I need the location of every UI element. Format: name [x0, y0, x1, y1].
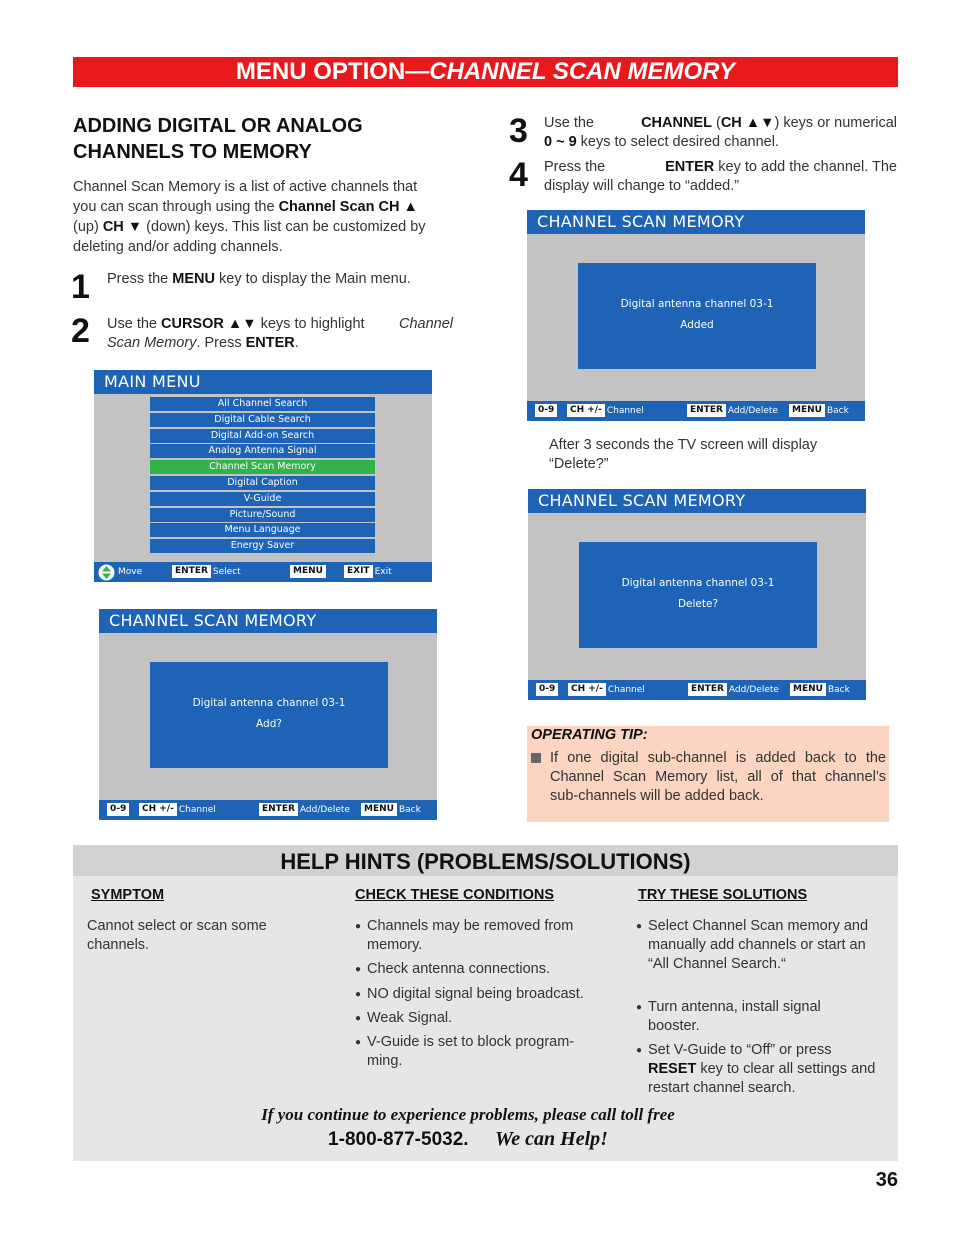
intro-line: Channel Scan Memory is a list of active channels that — [73, 179, 418, 195]
back-label: Back — [827, 685, 850, 695]
menu-item[interactable]: Digital Add-on Search — [150, 429, 375, 443]
back-label: Back — [398, 805, 421, 815]
select-label: Select — [212, 567, 241, 577]
menu-key: MENU — [290, 565, 326, 578]
section-heading-line1: ADDING DIGITAL OR ANALOG — [73, 115, 363, 137]
step-number: 4 — [509, 156, 528, 194]
solutions-list — [636, 917, 896, 1098]
step-2-text: Use the CURSOR ▲▼ keys to highlight Channel Scan Memory. Press ENTER. — [107, 316, 453, 351]
step-3-text: Use the CHANNEL (CH ▲▼) keys or numerical 0 ~ 9 keys to select desired channel. — [544, 115, 897, 150]
menu-key: MENU — [790, 683, 826, 696]
scan-memory-added-screen — [527, 210, 865, 421]
conditions-header: CHECK THESE CONDITIONS — [355, 887, 554, 903]
menu-item[interactable]: Menu Language — [150, 523, 375, 537]
tip-bullet-icon — [531, 753, 541, 763]
help-hints-title: HELP HINTS (PROBLEMS/SOLUTIONS) — [73, 845, 898, 876]
help-phone: 1-800-877-5032. — [328, 1129, 469, 1150]
add-delete-label: Add/Delete — [299, 805, 350, 815]
help-footer-line: If you continue to experience problems, please call toll free — [261, 1105, 675, 1124]
section-heading — [73, 113, 363, 165]
list-item: ● Select Channel Scan memory and manually add channels or start an “All Channel Search.“ — [636, 917, 896, 974]
screen-footer — [528, 680, 866, 700]
list-item: ● Set V-Guide to “Off” or press RESET key to clear all settings and restart channel search. — [636, 1041, 896, 1098]
screen-title: CHANNEL SCAN MEMORY — [527, 210, 865, 234]
list-item: ● V-Guide is set to block program- ming. — [355, 1033, 610, 1071]
tip-heading: OPERATING TIP: — [531, 727, 648, 743]
menu-item[interactable]: Channel Scan Memory — [150, 460, 375, 474]
screen-footer — [527, 401, 865, 421]
intro-line: deleting and/or adding channels. — [73, 239, 283, 255]
channel-label: Channel — [607, 685, 645, 695]
solutions-header: TRY THESE SOLUTIONS — [638, 887, 808, 903]
message-box — [150, 662, 388, 768]
tip-text: If one digital sub-channel is added back to the Channel Scan Memory list, all of that channel’s sub-channels will be added back. — [550, 750, 886, 804]
enter-key: ENTER — [172, 565, 211, 578]
menu-key: MENU — [361, 803, 397, 816]
intro-line: you can scan through using the Channel Scan CH ▲ — [73, 199, 418, 215]
menu-item[interactable]: All Channel Search — [150, 397, 375, 411]
menu-item[interactable]: V-Guide — [150, 492, 375, 506]
message-box — [578, 263, 816, 369]
menu-item[interactable]: Picture/Sound — [150, 508, 375, 522]
menu-item[interactable]: Analog Antenna Signal — [150, 444, 375, 458]
move-icon — [98, 564, 115, 589]
list-item: ● Turn antenna, install signal booster. — [636, 998, 896, 1036]
title-prefix: MENU OPTION— — [235, 58, 430, 85]
menu-item[interactable]: Digital Cable Search — [150, 413, 375, 427]
section-heading-line2: CHANNELS TO MEMORY — [73, 141, 312, 163]
step-1-text: Press the MENU key to display the Main menu. — [107, 271, 411, 287]
screen-title: CHANNEL SCAN MEMORY — [99, 609, 437, 633]
ch-key: CH +/- — [567, 404, 605, 417]
step-number: 1 — [71, 268, 90, 306]
add-delete-label: Add/Delete — [727, 406, 778, 416]
message-line: Digital antenna channel 03-1 — [620, 298, 774, 310]
list-item: ● Weak Signal. — [355, 1009, 610, 1028]
main-menu-title: MAIN MENU — [94, 370, 432, 394]
help-slogan: We can Help! — [495, 1128, 608, 1150]
step-number: 2 — [71, 312, 90, 350]
enter-key: ENTER — [259, 803, 298, 816]
exit-label: Exit — [374, 567, 392, 577]
page-title — [73, 57, 898, 87]
channel-label: Channel — [606, 406, 644, 416]
title-italic: CHANNEL SCAN MEMORY — [429, 58, 736, 85]
menu-item[interactable]: Energy Saver — [150, 539, 375, 553]
intro-paragraph — [73, 177, 453, 257]
enter-key: ENTER — [687, 404, 726, 417]
help-footer-phone-line — [73, 1128, 863, 1151]
page-number: 36 — [875, 1169, 898, 1191]
operating-tip — [527, 726, 889, 822]
main-menu-screen — [94, 370, 432, 582]
menu-item[interactable]: Digital Caption — [150, 476, 375, 490]
list-item: ● Check antenna connections. — [355, 960, 610, 979]
message-line: Digital antenna channel 03-1 — [621, 577, 775, 589]
back-label: Back — [826, 406, 849, 416]
step-number: 3 — [509, 112, 528, 150]
message-box — [579, 542, 817, 648]
message-line: Digital antenna channel 03-1 — [192, 697, 346, 709]
scan-memory-add-screen — [99, 609, 437, 820]
list-item: ● NO digital signal being broadcast. — [355, 985, 610, 1004]
symptom-text: Cannot select or scan some channels. — [87, 918, 267, 953]
message-status: Added — [680, 319, 714, 331]
step-4-text: Press the ENTER key to add the channel. The display will change to “added.” — [544, 159, 897, 194]
enter-key: ENTER — [688, 683, 727, 696]
move-label: Move — [118, 567, 143, 577]
after-note: After 3 seconds the TV screen will display “Delete?” — [549, 437, 818, 472]
ch-key: CH +/- — [139, 803, 177, 816]
ch-key: CH +/- — [568, 683, 606, 696]
intro-line: (up) CH ▼ (down) keys. This list can be customized by — [73, 219, 426, 235]
add-delete-label: Add/Delete — [728, 685, 779, 695]
message-status: Add? — [256, 718, 282, 730]
list-item: ● Channels may be removed from memory. — [355, 917, 610, 955]
scan-memory-delete-screen — [528, 489, 866, 700]
menu-key: MENU — [789, 404, 825, 417]
screen-title: CHANNEL SCAN MEMORY — [528, 489, 866, 513]
num-key: 0-9 — [536, 683, 558, 696]
num-key: 0-9 — [535, 404, 557, 417]
exit-key: EXIT — [344, 565, 373, 578]
main-menu-footer — [94, 562, 432, 582]
symptom-header: SYMPTOM — [91, 887, 165, 903]
message-status: Delete? — [677, 598, 719, 610]
conditions-list — [355, 917, 610, 1071]
screen-footer — [99, 800, 437, 820]
channel-label: Channel — [178, 805, 216, 815]
num-key: 0-9 — [107, 803, 129, 816]
